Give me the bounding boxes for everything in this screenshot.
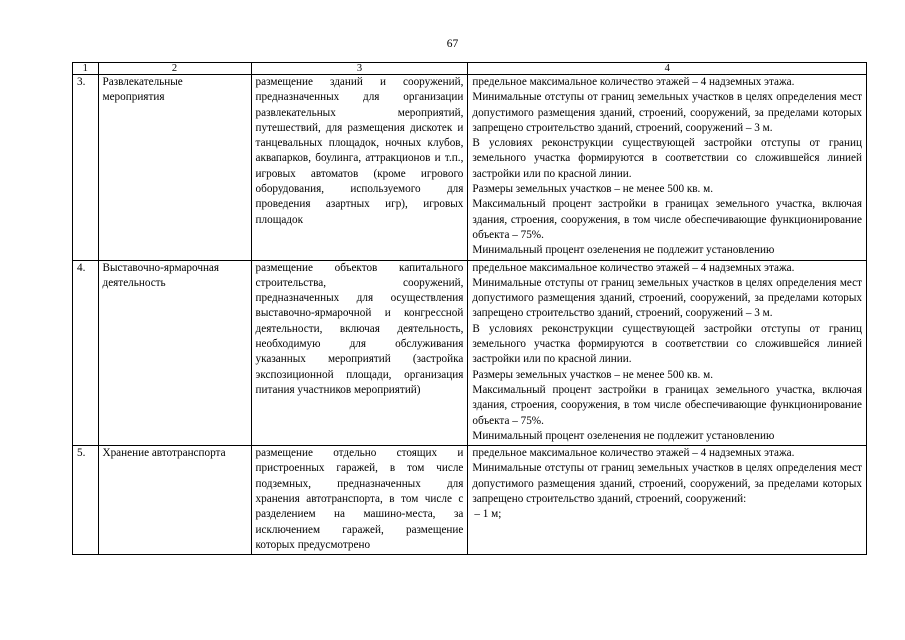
parameter-text: Минимальные отступы от границ земельных участков в целях определения мест допустимого размещения зданий, строений, сооружений, за пределами которых запрещено строительство зданий, строений, сооружений – 3 м. <box>472 276 862 320</box>
use-type-name: Хранение автотранспорта <box>98 446 251 555</box>
page-number: 67 <box>446 38 459 50</box>
parameter-text: Минимальный процент озеленения не подлежит установлению <box>472 244 775 257</box>
header-col-3: 3 <box>251 63 468 75</box>
parameter-list-item: – 1 м; <box>474 508 502 521</box>
parameters-cell <box>468 446 867 555</box>
parameter-text: В условиях реконструкции существующей застройки отступы от границ земельного участка формируются в соответствии со сложившейся линией застройки или по красной линии. <box>472 322 862 366</box>
table-row <box>73 446 867 555</box>
parameter-text: Максимальный процент застройки в границах земельного участка, включая здания, строения, сооружения, в том числе обеспечивающие функционирование объекта – 75%. <box>472 383 862 427</box>
header-col-1: 1 <box>73 63 99 75</box>
header-col-2: 2 <box>98 63 251 75</box>
parameter-text: Минимальный процент озеленения не подлежит установлению <box>472 429 775 442</box>
parameter-text: Минимальные отступы от границ земельных участков в целях определения мест допустимого размещения зданий, строений, сооружений, за пределами которых запрещено строительство зданий, строений, сооружений: <box>472 462 862 506</box>
parameter-text: Размеры земельных участков – не менее 500 кв. м. <box>472 368 714 381</box>
parameters-cell <box>468 260 867 446</box>
header-col-4: 4 <box>468 63 867 75</box>
use-type-name: Выставочно-ярмарочная деятельность <box>98 260 251 446</box>
row-number: 4. <box>73 260 99 446</box>
table-row <box>73 75 867 261</box>
table-row <box>73 260 867 446</box>
parameter-text: предельное максимальное количество этажей – 4 надземных этажа. <box>472 76 795 88</box>
row-number: 3. <box>73 75 99 261</box>
table-header-row <box>73 63 867 75</box>
parameter-text: Размеры земельных участков – не менее 500 кв. м. <box>472 183 714 196</box>
use-type-name: Развлекательные мероприятия <box>98 75 251 261</box>
use-description: размещение отдельно стоящих и пристроенных гаражей, в том числе подземных, предназначенных для хранения автотранспорта, в том числе с разделением на машино-места, за исключением гаражей, размещение которых предусмотрено <box>251 446 468 555</box>
parameter-text: предельное максимальное количество этажей – 4 надземных этажа. <box>472 261 795 274</box>
parameter-text: Минимальные отступы от границ земельных участков в целях определения мест допустимого размещения зданий, строений, сооружений, за пределами которых запрещено строительство зданий, строений, сооружений – 3 м. <box>472 91 862 134</box>
parameters-cell <box>468 75 867 261</box>
row-number: 5. <box>73 446 99 555</box>
parameter-text: Максимальный процент застройки в границах земельного участка, включая здания, строения, сооружения, в том числе обеспечивающие функционирование объекта – 75%. <box>472 198 862 241</box>
use-description: размещение зданий и сооружений, предназначенных для организации развлекательных мероприятий, путешествий, для размещения дискотек и танцевальных площадок, ночных клубов, аквапарков, боулинга, аттракционов и т.п., игровых автоматов (кроме игрового оборудования, используемого для проведения азартных игр), игровых площадок <box>251 75 468 261</box>
zoning-table <box>72 62 867 555</box>
parameter-text: предельное максимальное количество этажей – 4 надземных этажа. <box>472 447 795 460</box>
parameter-text: В условиях реконструкции существующей застройки отступы от границ земельного участка формируются в соответствии со сложившейся линией застройки или по красной линии. <box>472 137 862 180</box>
use-description: размещение объектов капитального строительства, сооружений, предназначенных для осуществления выставочно-ярмарочной и конгрессной деятельности, включая деятельность, необходимую для обслуживания указанных мероприятий (застройка экспозиционной площади, организация питания участников мероприятий) <box>251 260 468 446</box>
